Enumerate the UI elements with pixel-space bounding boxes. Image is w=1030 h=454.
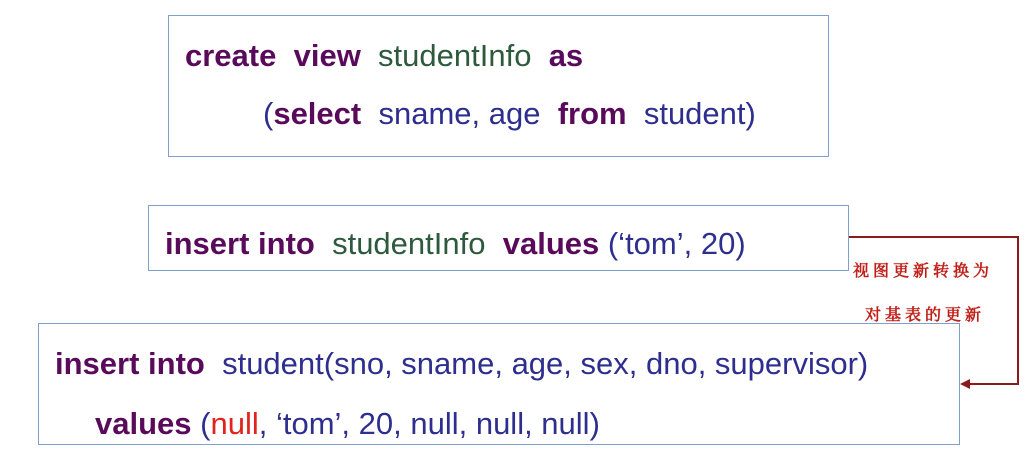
values-open-paren: ( — [200, 406, 211, 441]
base-table-columns: student(sno, sname, age, sex, dno, supervisor) — [222, 346, 869, 381]
keyword-insert-into: insert into — [55, 346, 205, 381]
view-name: studentInfo — [378, 38, 532, 73]
keyword-as: as — [548, 38, 584, 73]
arrow-head — [960, 379, 970, 389]
insert-view-name: studentInfo — [332, 226, 486, 261]
null-highlight: null — [210, 406, 259, 441]
source-table: student) — [643, 96, 756, 131]
keyword-create: create — [185, 38, 277, 73]
keyword-values: values — [502, 226, 600, 261]
keyword-from: from — [557, 96, 627, 131]
select-columns: sname, age — [378, 96, 541, 131]
annotation-line-2: 对基表的更新 — [865, 305, 986, 324]
keyword-select: select — [273, 96, 362, 131]
keyword-view: view — [293, 38, 361, 73]
open-paren: ( — [263, 96, 274, 131]
annotation-line-1: 视图更新转换为 — [853, 261, 994, 280]
keyword-values: values — [95, 406, 192, 441]
base-values-rest: , ‘tom’, 20, null, null, null) — [258, 406, 600, 441]
keyword-insert-into: insert into — [165, 226, 315, 261]
insert-view-values: (‘tom’, 20) — [607, 226, 746, 261]
